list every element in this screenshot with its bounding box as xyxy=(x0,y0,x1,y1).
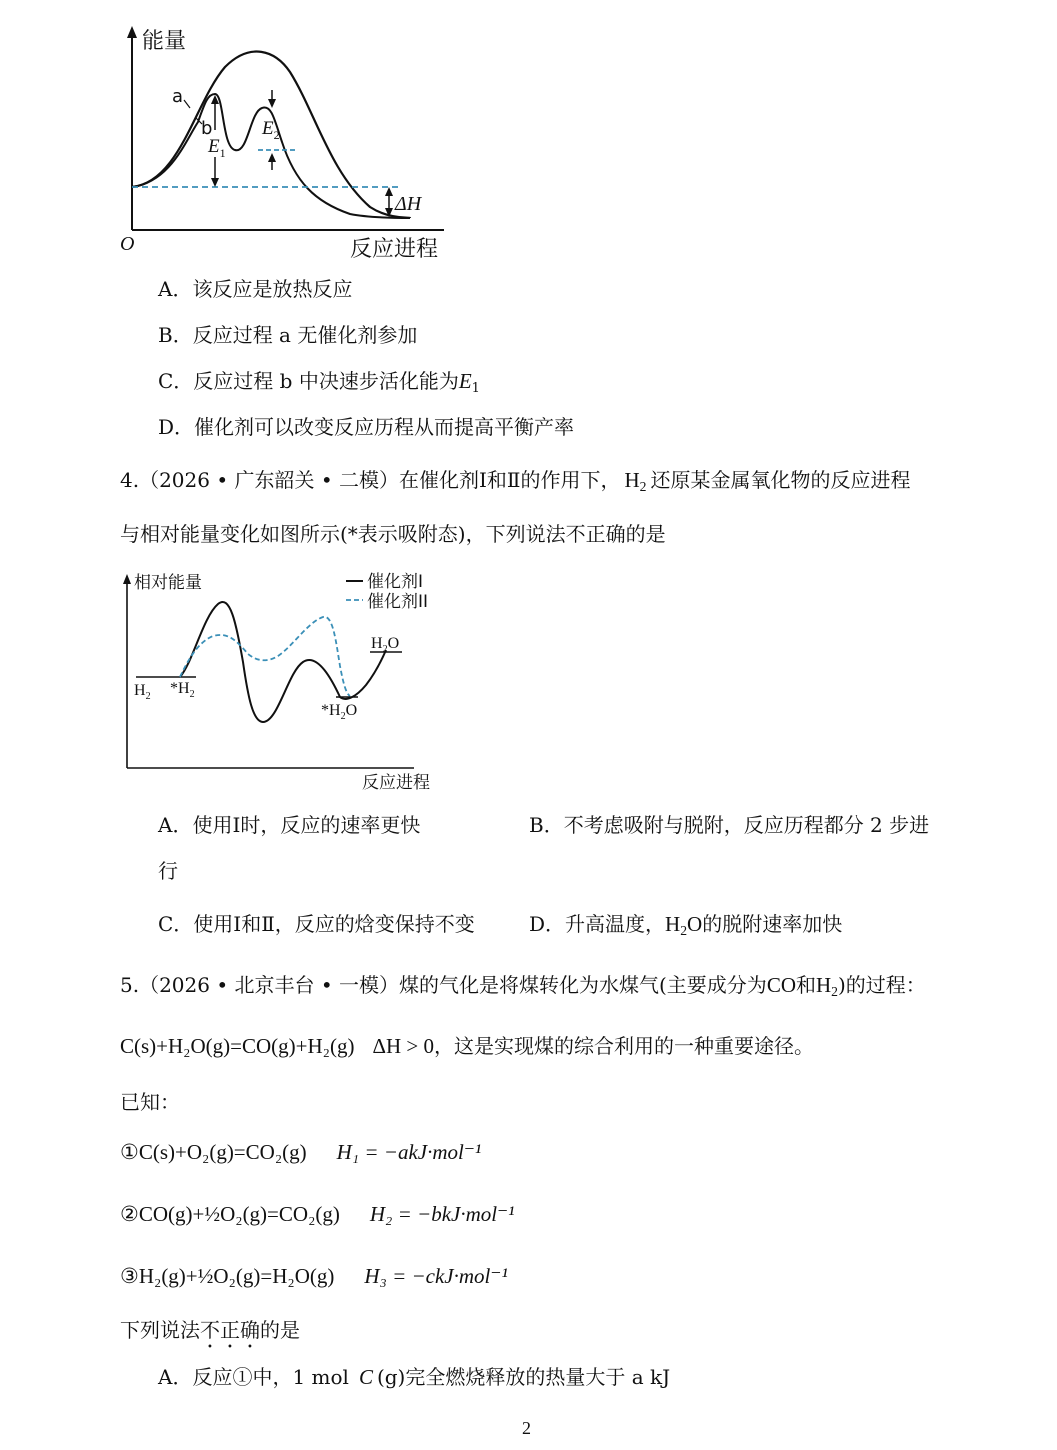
q4-option-a: A．使用Ⅰ时，反应的速率更快 xyxy=(158,813,421,837)
legend-catalyst-1: 催化剂I xyxy=(367,572,424,592)
q5-equation-2: ②CO(g)+½O₂(g)=CO₂(g) H₂ = −bkJ·mol⁻¹ xyxy=(120,1202,515,1226)
curve-catalyst-2 xyxy=(180,617,350,696)
y-axis-arrow xyxy=(127,26,137,38)
emphasized-text: 不正确 xyxy=(200,1318,260,1342)
q4-stem-1a: 4.（2026 • 广东韶关 • 二模）在催化剂Ⅰ和Ⅱ的作用下， xyxy=(120,468,621,492)
q4-option-b: B．不考虑吸附与脱附，反应历程都分 2 步进 xyxy=(529,813,930,837)
energy-diagram-2 xyxy=(118,562,448,794)
e2-label: $E_2$ xyxy=(262,118,280,142)
origin-label: O xyxy=(120,233,135,255)
legend-catalyst-2: 催化剂II xyxy=(367,592,429,612)
x-axis-label: 反应进程 xyxy=(362,773,430,793)
energy-diagram-1 xyxy=(110,22,460,267)
q4-option-c: C．使用Ⅰ和Ⅱ，反应的焓变保持不变 xyxy=(158,912,475,936)
q4-stem-1b: 还原某金属氧化物的反应进程 xyxy=(650,468,911,492)
q3-option-c-symbol: E xyxy=(458,369,472,393)
main-equation: C(s)+H₂O(g)=CO(g)+H₂(g) xyxy=(120,1034,355,1058)
main-delta-h: ΔH > 0 xyxy=(372,1034,434,1058)
y-axis-label: 相对能量 xyxy=(134,573,202,593)
x-axis-label: 反应进程 xyxy=(350,237,439,262)
main-equation-tail: ，这是实现煤的综合利用的一种重要途径。 xyxy=(433,1034,814,1058)
q5-question: 下列说法不正确的是 xyxy=(120,1318,300,1342)
q5-equation-3: ③H₂(g)+½O₂(g)=H₂O(g) H₃ = −ckJ·mol⁻¹ xyxy=(120,1264,508,1288)
q4-option-b-continued: 行 xyxy=(158,859,178,883)
delta-h-label: ΔH xyxy=(395,193,422,215)
q3-option-a: A．该反应是放热反应 xyxy=(158,277,353,301)
label-adsorbed-h2: $*H_2$ xyxy=(170,680,195,700)
q4-stem-line2: 与相对能量变化如图所示(*表示吸附态)，下列说法不正确的是 xyxy=(120,522,666,546)
q5-stem: 5.（2026 • 北京丰台 • 一模）煤的气化是将煤转化为水煤气(主要成分为CO和$H_2$)的过程： xyxy=(120,973,926,1000)
q5-main-equation xyxy=(120,1034,814,1059)
y-axis-label: 能量 xyxy=(142,29,187,54)
label-adsorbed-h2o: $*H_2O$ xyxy=(321,702,358,722)
q4-stem-line1 xyxy=(120,468,911,495)
q5-option-a: A．反应①中，1 mol C (g)完全燃烧释放的热量大于 a kJ xyxy=(158,1365,671,1389)
q3-option-b: B．反应过程 a 无催化剂参加 xyxy=(158,323,418,347)
q3-option-c xyxy=(158,369,480,396)
page-number: 2 xyxy=(522,1418,531,1438)
q4-option-d: D．升高温度，$H_2O$的脱附速率加快 xyxy=(529,912,843,939)
label-h2: $H_2$ xyxy=(134,682,151,702)
q3-option-d: D．催化剂可以改变反应历程从而提高平衡产率 xyxy=(158,415,575,439)
label-h2o: $H_2O$ xyxy=(371,635,400,655)
curve-b-label: b xyxy=(201,118,213,139)
q5-equation-1: ①C(s)+O₂(g)=CO₂(g) H₁ = −akJ·mol⁻¹ xyxy=(120,1140,482,1164)
q3-option-c-sub: 1 xyxy=(471,380,480,396)
e1-label: $E_1$ xyxy=(208,136,226,160)
q4-h2: $H_2$ xyxy=(624,468,647,495)
q3-option-c-text: C．反应过程 b 中决速步活化能为 xyxy=(158,369,459,393)
q5-known-label: 已知： xyxy=(120,1090,180,1114)
curve-a-label: a xyxy=(172,86,184,107)
